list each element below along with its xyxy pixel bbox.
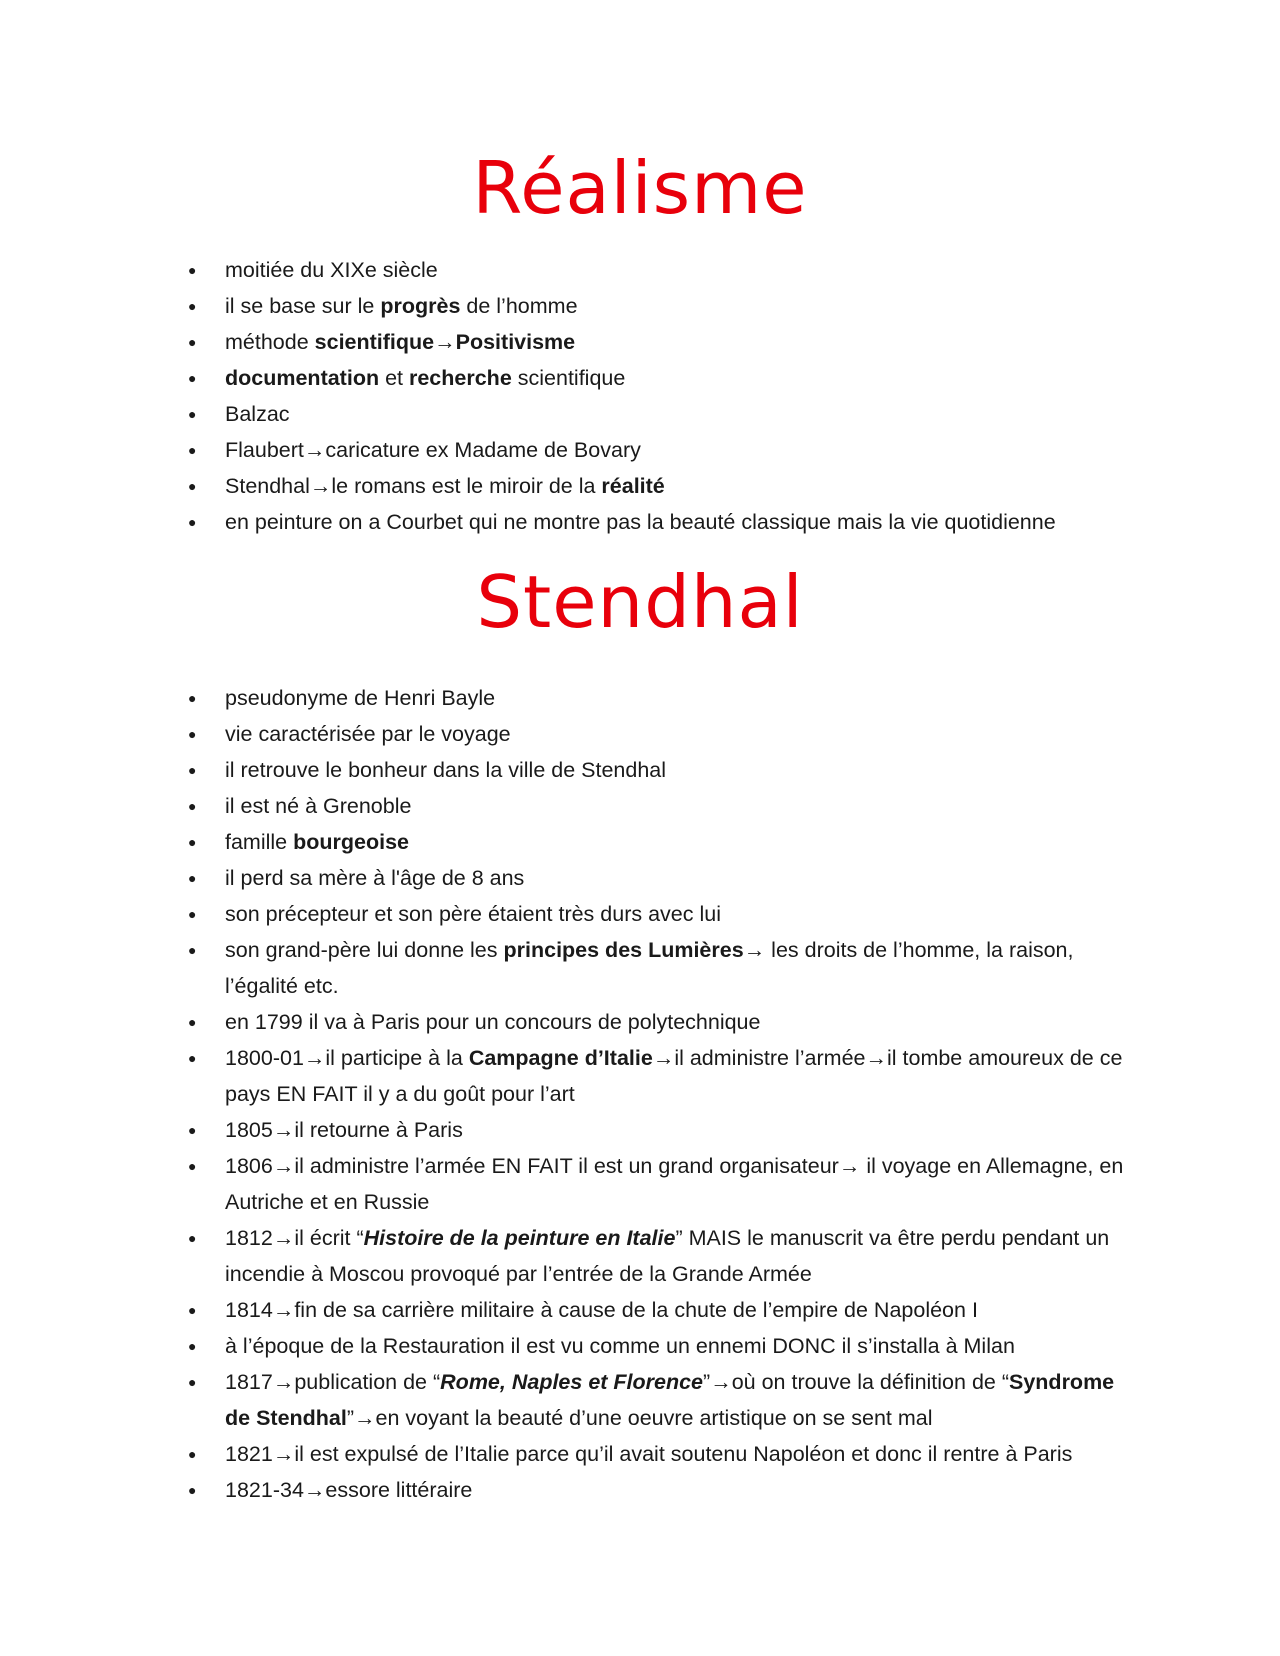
- list-item-text: Flaubert→caricature ex Madame de Bovary: [225, 438, 641, 462]
- list-item-text: pseudonyme de Henri Bayle: [225, 686, 496, 710]
- bullet-icon: ●: [188, 1122, 197, 1138]
- list-item: [188, 1472, 1138, 1508]
- realisme-bullet-list: [188, 252, 1138, 540]
- bullet-icon: ●: [188, 1374, 197, 1390]
- list-item-text: recherche: [408, 366, 512, 390]
- list-item: [188, 252, 1138, 288]
- list-item-text: scientifique: [511, 366, 626, 390]
- bullet-icon: ●: [188, 298, 197, 314]
- list-item-text: méthode: [225, 330, 315, 354]
- list-item-text: Campagne d’Italie: [468, 1046, 653, 1070]
- list-item-text: son précepteur et son père étaient très durs avec lui: [225, 902, 721, 926]
- list-item: [188, 1220, 1138, 1292]
- list-item: [188, 860, 1138, 896]
- list-item-text: documentation: [225, 366, 380, 390]
- bullet-icon: ●: [188, 690, 197, 706]
- bullet-icon: ●: [188, 262, 197, 278]
- list-item-text: il retrouve le bonheur dans la ville de Stendhal: [225, 758, 667, 782]
- list-item: [188, 752, 1138, 788]
- list-item: [188, 288, 1138, 324]
- list-item-text: 1821-34→essore littéraire: [225, 1478, 473, 1502]
- bullet-icon: ●: [188, 1446, 197, 1462]
- list-item-text: 1814→fin de sa carrière militaire à cause de la chute de l’empire de Napoléon I: [225, 1298, 978, 1322]
- list-item-text: en 1799 il va à Paris pour un concours de polytechnique: [225, 1010, 761, 1034]
- list-item: [188, 716, 1138, 752]
- list-item-text: il perd sa mère à l'âge de 8 ans: [225, 866, 525, 890]
- list-item-text: 1800-01→il participe à la: [225, 1046, 469, 1070]
- bullet-icon: ●: [188, 514, 197, 530]
- list-item-text: de l’homme: [460, 294, 578, 318]
- list-item: [188, 1148, 1138, 1220]
- bullet-icon: ●: [188, 798, 197, 814]
- list-item-text: en peinture on a Courbet qui ne montre pas la beauté classique mais la vie quotidienne: [225, 510, 1056, 534]
- bullet-icon: ●: [188, 906, 197, 922]
- list-item-text: Balzac: [225, 402, 290, 426]
- list-item-text: moitiée du XIXe siècle: [225, 258, 438, 282]
- bullet-icon: ●: [188, 370, 197, 386]
- list-item-text: il est né à Grenoble: [225, 794, 412, 818]
- list-item-text: 1817→publication de “: [225, 1370, 441, 1394]
- list-item-text: il se base sur le: [225, 294, 381, 318]
- list-item: [188, 1328, 1138, 1364]
- list-item: [188, 1364, 1138, 1436]
- list-item: [188, 896, 1138, 932]
- bullet-icon: ●: [188, 334, 197, 350]
- bullet-icon: ●: [188, 1230, 197, 1246]
- section-title-stendhal: Stendhal: [476, 560, 804, 644]
- list-item: [188, 932, 1138, 1004]
- list-item-text: Syndrome de Stendhal: [225, 1370, 1115, 1430]
- list-item-text: Rome, Naples et Florence: [440, 1370, 704, 1394]
- list-item: [188, 1292, 1138, 1328]
- list-item-text: bourgeoise: [293, 830, 409, 854]
- list-item-text: progrès: [380, 294, 461, 318]
- bullet-icon: ●: [188, 942, 197, 958]
- list-item-text: Histoire de la peinture en Italie: [363, 1226, 676, 1250]
- list-item-text: Stendhal→le romans est le miroir de la: [225, 474, 602, 498]
- list-item: [188, 680, 1138, 716]
- bullet-icon: ●: [188, 1014, 197, 1030]
- list-item-text: ”→en voyant la beauté d’une oeuvre artistique on se sent mal: [346, 1406, 933, 1430]
- list-item: [188, 468, 1138, 504]
- bullet-icon: ●: [188, 834, 197, 850]
- list-item: [188, 396, 1138, 432]
- list-item: [188, 360, 1138, 396]
- list-item-text: 1806→il administre l’armée EN FAIT il est un grand organisateur→ il voyage en Allemagne, en Autriche et en Russie: [225, 1154, 1124, 1214]
- list-item-text: vie caractérisée par le voyage: [225, 722, 511, 746]
- list-item-text: réalité: [601, 474, 665, 498]
- list-item-text: scientifique→Positivisme: [314, 330, 576, 354]
- list-item-text: 1812→il écrit “: [225, 1226, 364, 1250]
- list-item-text: ” MAIS le manuscrit va être perdu pendant un incendie à Moscou provoqué par l’entrée de la Grande Armée: [225, 1226, 1110, 1286]
- list-item-text: →il administre l’armée→il tombe amoureux de ce pays EN FAIT il y a du goût pour l’art: [225, 1046, 1123, 1106]
- bullet-icon: ●: [188, 1050, 197, 1066]
- list-item: [188, 788, 1138, 824]
- list-item: [188, 1436, 1138, 1472]
- list-item-text: → les droits de l’homme, la raison, l’égalité etc.: [225, 938, 1074, 998]
- list-item: [188, 1004, 1138, 1040]
- list-item-text: ”→où on trouve la définition de “: [703, 1370, 1009, 1394]
- bullet-icon: ●: [188, 1158, 197, 1174]
- list-item-text: famille: [225, 830, 294, 854]
- bullet-icon: ●: [188, 726, 197, 742]
- list-item: [188, 824, 1138, 860]
- section-title-realisme: Réalisme: [472, 146, 808, 230]
- list-item-text: et: [379, 366, 409, 390]
- list-item: [188, 504, 1138, 540]
- stendhal-bullet-list: [188, 680, 1138, 1508]
- bullet-icon: ●: [188, 1482, 197, 1498]
- bullet-icon: ●: [188, 870, 197, 886]
- bullet-icon: ●: [188, 478, 197, 494]
- list-item: [188, 1040, 1138, 1112]
- list-item-text: 1821→il est expulsé de l’Italie parce qu’il avait soutenu Napoléon et donc il rentre à Paris: [225, 1442, 1073, 1466]
- bullet-icon: ●: [188, 762, 197, 778]
- list-item-text: son grand-père lui donne les: [225, 938, 504, 962]
- bullet-icon: ●: [188, 1338, 197, 1354]
- list-item-text: principes des Lumières: [503, 938, 744, 962]
- bullet-icon: ●: [188, 406, 197, 422]
- list-item-text: 1805→il retourne à Paris: [225, 1118, 463, 1142]
- bullet-icon: ●: [188, 442, 197, 458]
- list-item: [188, 1112, 1138, 1148]
- list-item: [188, 432, 1138, 468]
- list-item-text: à l’époque de la Restauration il est vu comme un ennemi DONC il s’installa à Milan: [225, 1334, 1015, 1358]
- bullet-icon: ●: [188, 1302, 197, 1318]
- list-item: [188, 324, 1138, 360]
